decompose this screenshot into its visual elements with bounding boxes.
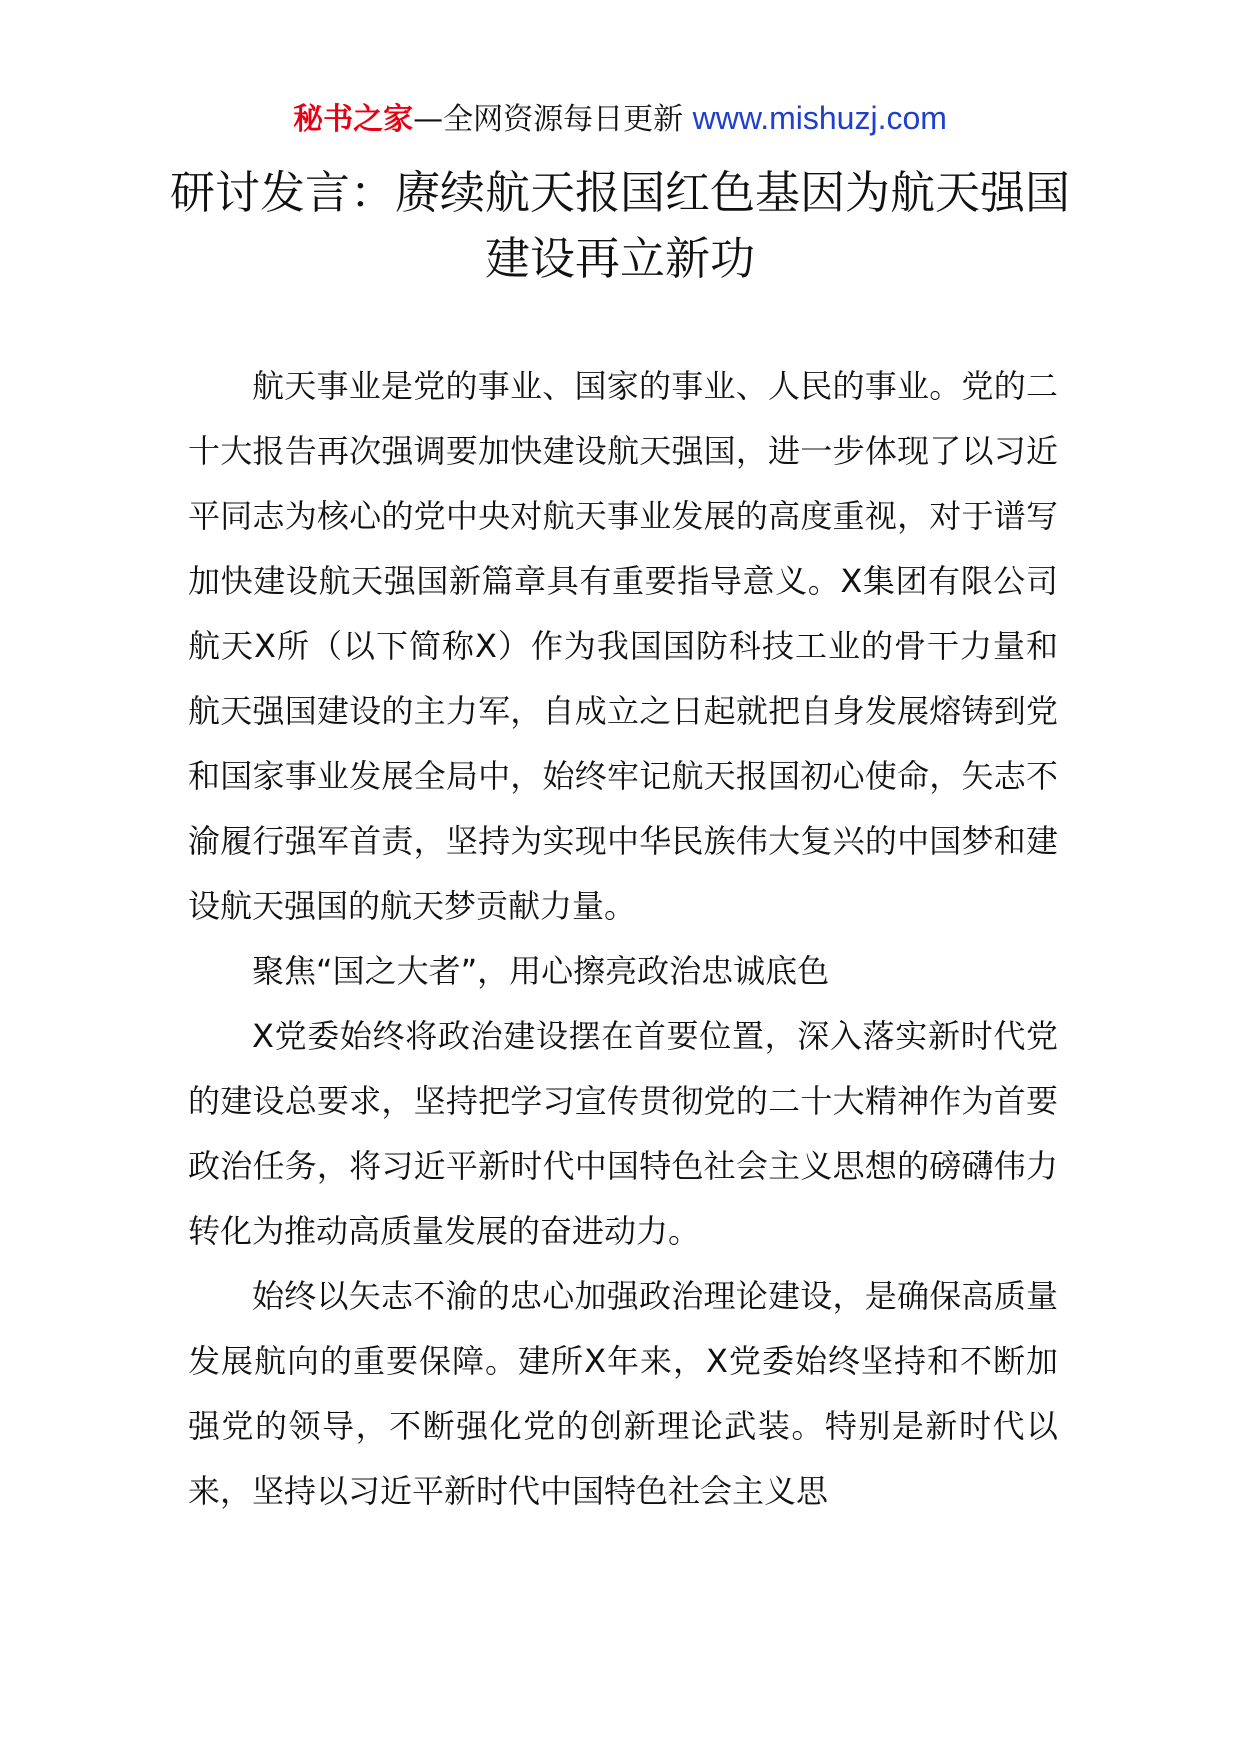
- site-url-link[interactable]: www.mishuzj.com: [692, 100, 947, 136]
- document-body: [188, 354, 1058, 1524]
- site-header: [0, 98, 1240, 140]
- body-paragraph: 始终以矢志不渝的忠心加强政治理论建设，是确保高质量发展航向的重要保障。建所X年来，X党委始终坚持和不断加强党的领导，不断强化党的创新理论武装。特别是新时代以来，坚持以习近平新时代中国特色社会主义思: [188, 1277, 1058, 1510]
- body-paragraph: X党委始终将政治建设摆在首要位置，深入落实新时代党的建设总要求，坚持把学习宣传贯彻党的二十大精神作为首要政治任务，将习近平新时代中国特色社会主义思想的磅礴伟力转化为推动高质量发展的奋进动力。: [188, 1017, 1058, 1250]
- section-heading: 聚焦“国之大者”，用心擦亮政治忠诚底色: [252, 952, 830, 990]
- document-title: 研讨发言：赓续航天报国红色基因为航天强国建设再立新功: [169, 166, 1070, 285]
- brand-name: 秘书之家: [293, 102, 414, 137]
- body-paragraph: 航天事业是党的事业、国家的事业、人民的事业。党的二十大报告再次强调要加快建设航天强国，进一步体现了以习近平同志为核心的党中央对航天事业发展的高度重视，对于谱写加快建设航天强国新篇章具有重要指导意义。X集团有限公司航天X所（以下简称X）作为我国国防科技工业的骨干力量和航天强国建设的主力军，自成立之日起就把自身发展熔铸到党和国家事业发展全局中，始终牢记航天报国初心使命，矢志不渝履行强军首责，坚持为实现中华民族伟大复兴的中国梦和建设航天强国的航天梦贡献力量。: [188, 367, 1058, 925]
- header-tagline: —全网资源每日更新: [413, 102, 693, 137]
